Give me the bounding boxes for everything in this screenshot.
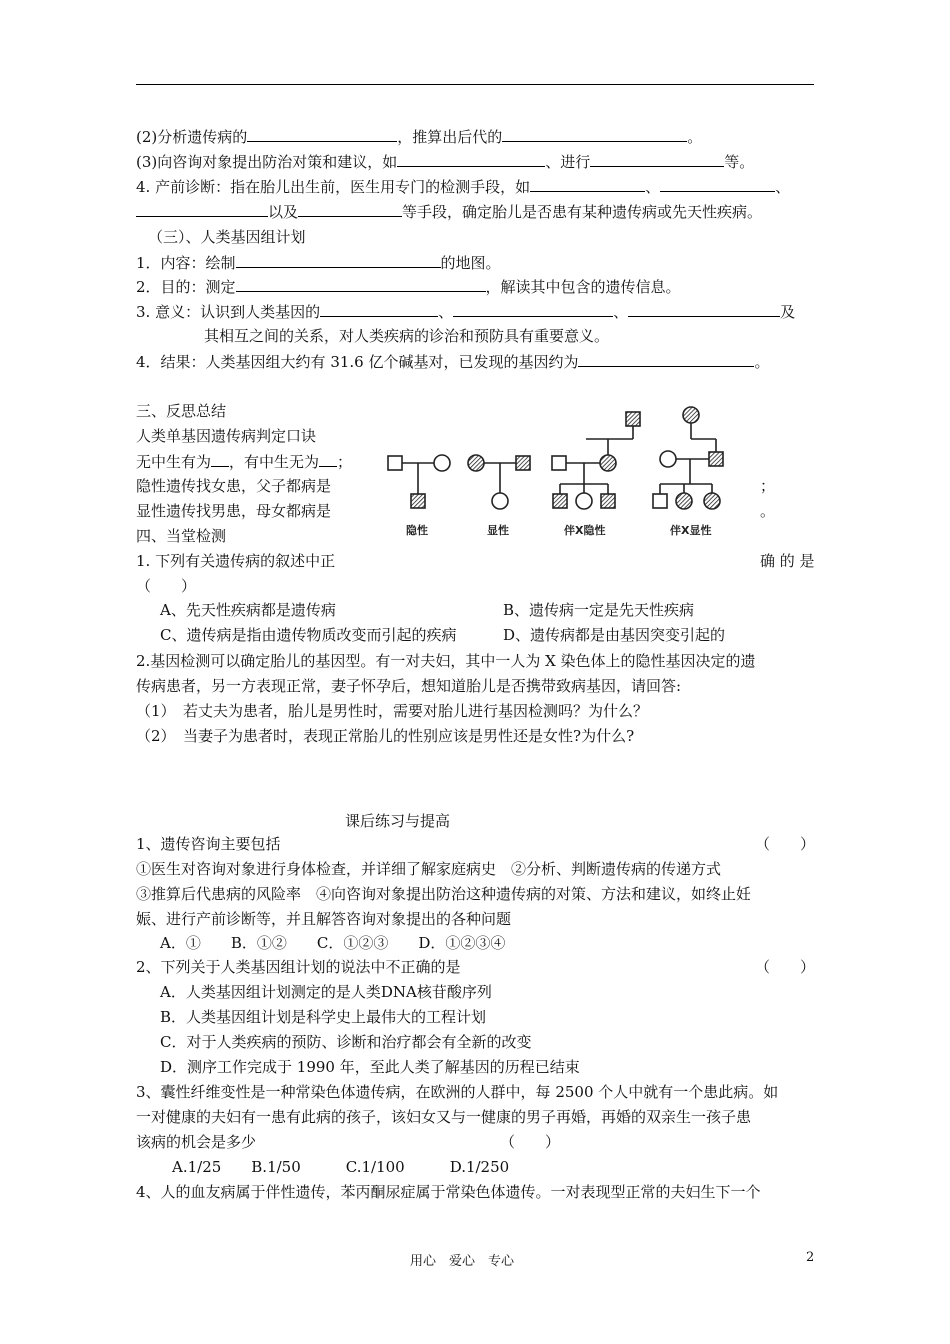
question-2-sub-1: （1） 若丈夫为患者，胎儿是男性时，需要对胎儿进行基因检测吗？为什么？ [136, 702, 649, 720]
section-reflect-title: 三、反思总结 [136, 402, 227, 420]
label-dominant: 显性 [487, 524, 509, 537]
rhyme-line-1: 无中生有为 ，有中生无为 ； [136, 453, 353, 471]
section-4-title: 四、当堂检测 [136, 527, 227, 545]
exercise-3-line-3: 该病的机会是多少 [136, 1133, 257, 1151]
genome-item-3-cont: 其相互之间的关系，对人类疾病的诊治和预防具有重要意义。 [204, 327, 610, 345]
pedigree-x-dominant [653, 407, 723, 509]
exercise-2-option-d: D．测序工作完成于 1990 年，至此人类了解基因的历程已结束 [160, 1058, 580, 1076]
footer-motto: 用心 爱心 专心 [410, 1254, 515, 1269]
after-class-title: 课后练习与提高 [345, 812, 451, 830]
rhyme-line-2: 隐性遗传找女患，父子都病是 [136, 477, 332, 495]
question-1-tail: 确 的 是 [760, 552, 815, 570]
q1-option-a: A、先天性疾病都是遗传病 [160, 601, 336, 619]
item-4: 4. 产前诊断：指在胎儿出生前，医生用专门的检测手段，如 、 、 [136, 178, 791, 196]
exercise-3-line-2: 一对健康的夫妇有一患有此病的孩子，该妇女又与一健康的男子再婚，再婚的双亲生一孩子患 [136, 1108, 752, 1126]
pedigree-recessive [388, 455, 450, 508]
label-x-dominant: 伴X显性 [670, 524, 712, 537]
exercise-1-options: A．① B．①② C．①②③ D．①②③④ [160, 934, 506, 952]
label-x-recessive: 伴X隐性 [564, 524, 606, 537]
exercise-1-paren: （ ） [755, 835, 816, 853]
item-4-cont: 以及 等手段，确定胎儿是否患有某种遗传病或先天性疾病。 [136, 201, 816, 222]
page-number: 2 [806, 1250, 815, 1265]
item-2: (2)分析遗传病的 ，推算出后代的 。 [136, 128, 703, 146]
exercise-1-line-4: 娠、进行产前诊断等，并且解答咨询对象提出的各种问题 [136, 910, 512, 928]
header-rule [136, 84, 814, 85]
item-3: (3)向咨询对象提出防治对策和建议，如 、进行 等。 [136, 153, 755, 171]
question-2-cont: 传病患者，另一方表现正常，妻子怀孕后，想知道胎儿是否携带致病基因，请回答: [136, 677, 682, 695]
genome-item-2: 2．目的：测定 ，解读其中包含的遗传信息。 [136, 278, 681, 296]
pedigree-dominant [468, 455, 530, 509]
exercise-1-line-3: ③推算后代患病的风险率 ④向咨询对象提出防治这种遗传病的对策、方法和建议，如终止妊 [136, 885, 752, 903]
rhyme-line-3: 显性遗传找男患，母女都病是 [136, 502, 332, 520]
exercise-3-paren: （ ） [500, 1133, 561, 1151]
question-1-paren: （ ） [136, 577, 197, 595]
exercise-2-option-b: B．人类基因组计划是科学史上最伟大的工程计划 [160, 1008, 487, 1026]
question-1: 1. 下列有关遗传病的叙述中正 [136, 552, 336, 570]
exercise-4: 4、人的血友病属于伴性遗传，苯丙酮尿症属于常染色体遗传。一对表现型正常的夫妇生下一个 [136, 1183, 761, 1201]
pedigree-x-recessive [552, 412, 640, 509]
q1-option-c: C、遗传病是指由遗传物质改变而引起的疾病 [160, 626, 457, 644]
genome-item-1: 1．内容：绘制 的地图。 [136, 254, 501, 272]
genome-item-3: 3. 意义：认识到人类基因的 、 、 及 [136, 303, 796, 321]
exercise-2-option-a: A．人类基因组计划测定的是人类DNA核苷酸序列 [160, 983, 492, 1001]
genome-item-4: 4．结果：人类基因组大约有 31.6 亿个碱基对，已发现的基因约为 。 [136, 353, 770, 371]
q1-option-d: D、遗传病都是由基因突变引起的 [503, 626, 726, 644]
label-recessive: 隐性 [406, 524, 428, 537]
exercise-3-options: A.1/25 B.1/50 C.1/100 D.1/250 [172, 1158, 510, 1176]
exercise-2: 2、下列关于人类基因组计划的说法中不正确的是 [136, 958, 461, 976]
rhyme-line-3-end: 。 [760, 502, 776, 520]
section-3-title: （三）、人类基因组计划 [148, 228, 306, 246]
q1-option-b: B、遗传病一定是先天性疾病 [503, 601, 695, 619]
exercise-1-line-2: ①医生对咨询对象进行身体检查，并详细了解家庭病史 ②分析、判断遗传病的传递方式 [136, 860, 722, 878]
exercise-2-option-c: C．对于人类疾病的预防、诊断和治疗都会有全新的改变 [160, 1033, 532, 1051]
question-2-sub-2: （2） 当妻子为患者时，表现正常胎儿的性别应该是男性还是女性?为什么? [136, 727, 635, 745]
pedigree-diagrams [380, 400, 760, 548]
exercise-1: 1、遗传咨询主要包括 [136, 835, 281, 853]
rhyme-title: 人类单基因遗传病判定口诀 [136, 427, 317, 445]
question-2: 2.基因检测可以确定胎儿的基因型。有一对夫妇，其中一人为 X 染色体上的隐性基因决定的遗 [136, 652, 756, 670]
exercise-3: 3、囊性纤维变性是一种常染色体遗传病，在欧洲的人群中，每 2500 个人中就有一个患此病。如 [136, 1083, 779, 1101]
exercise-2-paren: （ ） [755, 958, 816, 976]
rhyme-line-2-end: ； [760, 477, 776, 495]
